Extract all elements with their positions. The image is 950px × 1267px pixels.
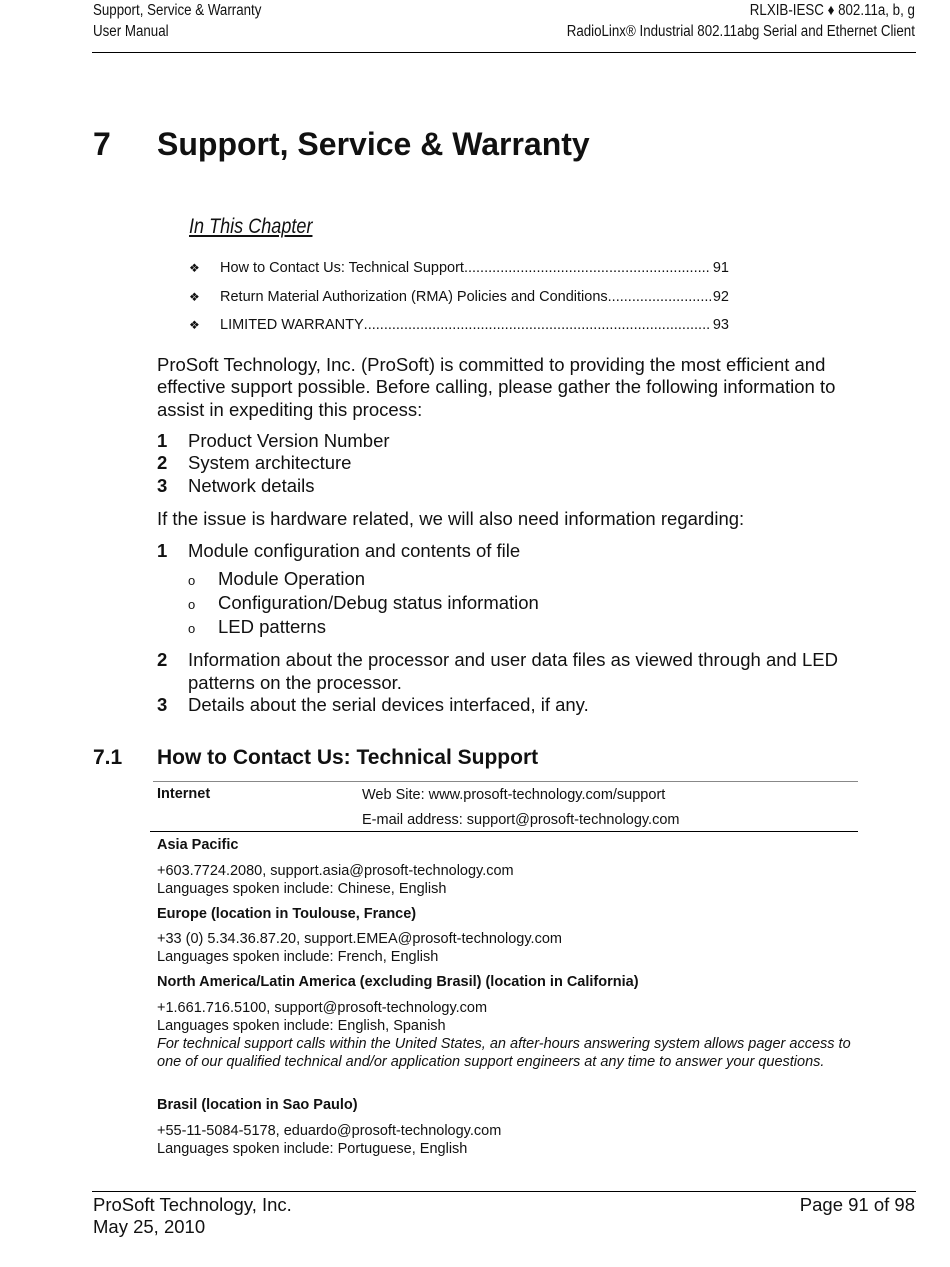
intro-paragraph: ProSoft Technology, Inc. (ProSoft) is committed to providing the most efficient and effective support possible. Before calling, please gather the following information to assist in expediting this process: xyxy=(157,354,836,420)
toc-entry-label[interactable]: Return Material Authorization (RMA) Policies and Conditions xyxy=(220,288,608,305)
sub-list-item xyxy=(157,592,847,616)
diamond-bullet-icon: ❖ xyxy=(189,318,200,332)
header-doc-type: User Manual xyxy=(93,23,169,40)
sub-list-item xyxy=(157,568,847,592)
hardware-list xyxy=(157,540,847,716)
toc-entry-technical-support[interactable] xyxy=(189,260,729,289)
toc-entry-label[interactable]: How to Contact Us: Technical Support xyxy=(220,260,464,276)
section-number: 7.1 xyxy=(93,746,123,769)
circle-bullet-icon: o xyxy=(188,597,196,613)
list-item xyxy=(157,452,847,474)
after-hours-note: For technical support calls within the United States, an after-hours answering system allows pager access to one of our qualified technical and/or application support engineers at any time to answer your questions. xyxy=(157,1036,851,1070)
footer-company: ProSoft Technology, Inc. xyxy=(93,1194,292,1215)
region-languages: Languages spoken include: Portuguese, English xyxy=(157,1141,468,1157)
list-item-text: Network details xyxy=(188,474,315,496)
toc-entry-label[interactable]: LIMITED WARRANTY xyxy=(220,317,364,333)
circle-bullet-icon: o xyxy=(188,621,196,637)
list-number: 3 xyxy=(157,693,168,715)
region-heading: Europe (location in Toulouse, France) xyxy=(157,906,417,922)
footer-page-number: Page 91 of 98 xyxy=(799,1194,915,1215)
running-header-right xyxy=(567,0,915,42)
section-title: How to Contact Us: Technical Support xyxy=(157,746,539,769)
toc-page-number: 93 xyxy=(712,317,729,333)
footer-rule xyxy=(92,1191,916,1192)
header-product-name: RadioLinx® Industrial 802.11abg Serial and Ethernet Client xyxy=(566,23,915,40)
chapter-number: 7 xyxy=(93,126,111,162)
list-item-text: System architecture xyxy=(188,452,352,474)
hardware-intro: If the issue is hardware related, we will also need information regarding: xyxy=(157,508,745,529)
list-item xyxy=(157,430,847,452)
table-divider-rule xyxy=(150,831,858,832)
support-email[interactable]: E-mail address: support@prosoft-technology.com xyxy=(362,812,680,828)
sub-list-text: LED patterns xyxy=(218,616,326,638)
region-phone-email: +33 (0) 5.34.36.87.20, support.EMEA@prosoft-technology.com xyxy=(157,931,562,947)
region-heading: North America/Latin America (excluding Brasil) (location in California) xyxy=(157,974,639,990)
toc-page-number: 91 xyxy=(712,260,729,276)
internet-label: Internet xyxy=(157,786,211,802)
toc-leader xyxy=(464,260,711,276)
footer-date: May 25, 2010 xyxy=(93,1216,206,1237)
header-product-code: RLXIB-IESC ♦ 802.11a, b, g xyxy=(749,2,915,19)
sub-list-text: Module Operation xyxy=(218,568,366,590)
list-item xyxy=(157,475,847,497)
diamond-bullet-icon: ❖ xyxy=(189,289,200,304)
list-number: 2 xyxy=(157,649,168,671)
support-website[interactable]: Web Site: www.prosoft-technology.com/support xyxy=(362,787,666,803)
toc-leader xyxy=(608,289,711,305)
list-item-text: Product Version Number xyxy=(188,430,390,451)
header-section-title: Support, Service & Warranty xyxy=(93,2,262,19)
circle-bullet-icon: o xyxy=(188,573,196,589)
in-this-chapter-heading: In This Chapter xyxy=(189,215,313,238)
list-item-text: Module configuration and contents of file xyxy=(188,540,521,561)
list-item xyxy=(157,540,847,562)
list-number: 1 xyxy=(157,540,168,561)
list-number: 3 xyxy=(157,474,168,496)
info-list xyxy=(157,430,847,497)
list-item-text: Information about the processor and user data files as viewed through and LED patterns on the processor. xyxy=(188,649,838,693)
region-phone-email: +1.661.716.5100, support@prosoft-technology.com xyxy=(157,1000,488,1016)
toc-leader xyxy=(364,317,711,333)
region-phone-email: +55-11-5084-5178, eduardo@prosoft-technology.com xyxy=(157,1123,502,1139)
toc-entry-warranty[interactable] xyxy=(189,317,729,346)
region-heading: Brasil (location in Sao Paulo) xyxy=(157,1097,358,1113)
running-header-left xyxy=(93,0,261,42)
list-item-text: Details about the serial devices interfaced, if any. xyxy=(188,693,589,715)
region-languages: Languages spoken include: Chinese, English xyxy=(157,881,447,897)
region-languages: Languages spoken include: French, English xyxy=(157,949,439,965)
list-item xyxy=(157,694,847,716)
list-number: 1 xyxy=(157,430,168,451)
list-number: 2 xyxy=(157,452,168,474)
toc-page-number: 92 xyxy=(712,288,729,305)
toc-entry-rma[interactable] xyxy=(189,289,729,318)
region-phone-email: +603.7724.2080, support.asia@prosoft-technology.com xyxy=(157,863,514,879)
region-heading: Asia Pacific xyxy=(157,837,239,853)
list-item xyxy=(157,649,847,694)
diamond-bullet-icon: ❖ xyxy=(189,261,200,275)
sub-list-item xyxy=(157,616,847,640)
header-rule xyxy=(92,52,916,53)
region-languages: Languages spoken include: English, Spanish xyxy=(157,1018,446,1034)
chapter-toc xyxy=(189,260,729,346)
chapter-title: Support, Service & Warranty xyxy=(157,126,590,162)
sub-list-text: Configuration/Debug status information xyxy=(218,592,539,614)
table-top-rule xyxy=(153,781,858,782)
